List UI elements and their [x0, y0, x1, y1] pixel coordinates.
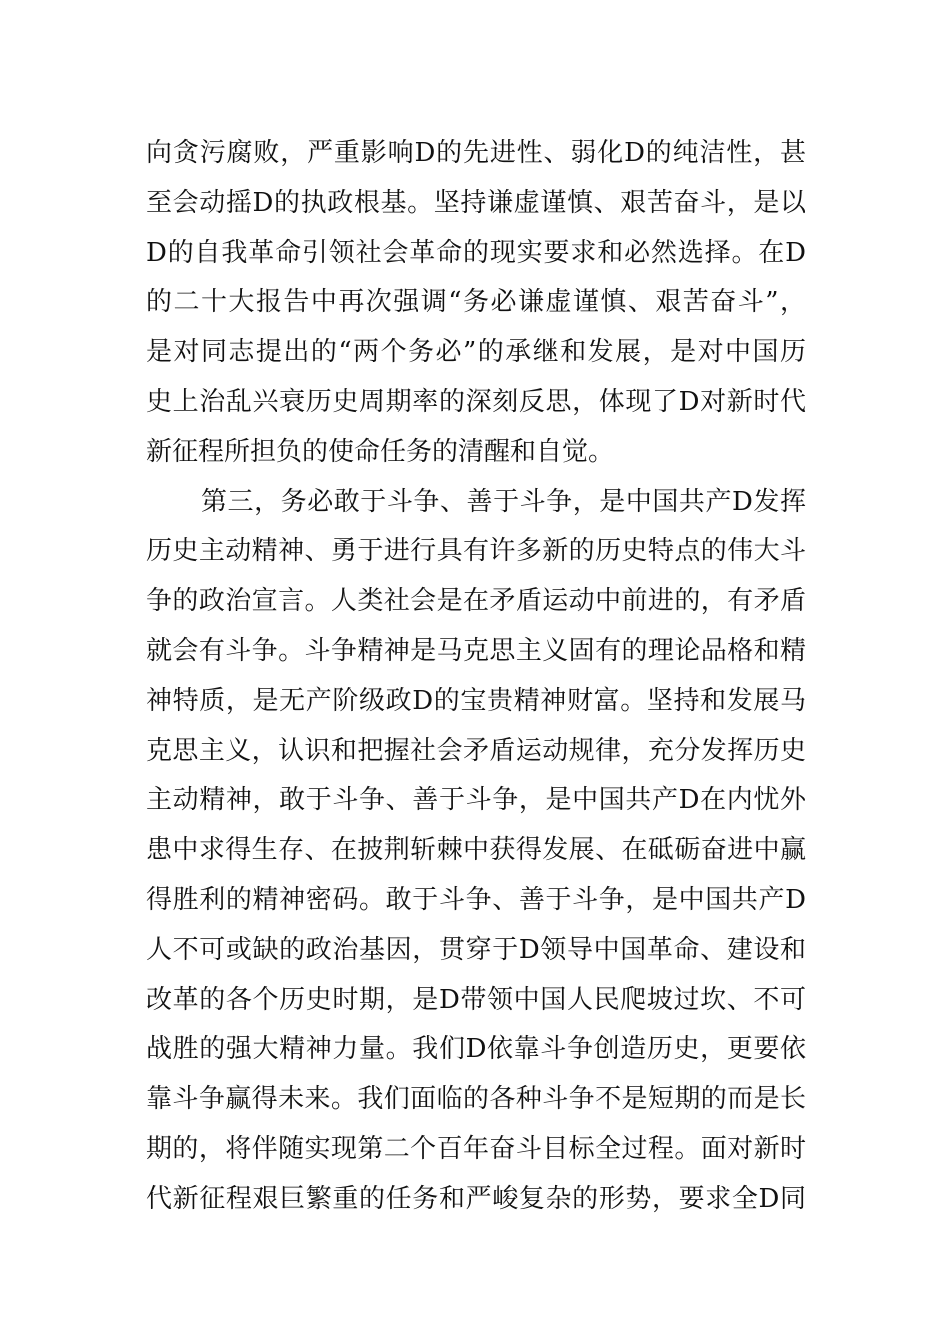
text-line: 向贪污腐败，严重影响D的先进性、弱化D的纯洁性，甚 [146, 138, 806, 168]
text-line: 人不可或缺的政治基因，贯穿于D领导中国革命、建设和 [146, 934, 806, 965]
body-text [146, 129, 806, 1225]
text-line: 克思主义，认识和把握社会矛盾运动规律，充分发挥历史 [146, 735, 806, 766]
text-line: 神特质，是无产阶级政D的宝贵精神财富。坚持和发展马 [146, 685, 806, 716]
text-line: 的二十大报告中再次强调“务必谦虚谨慎、艰苦奋斗”， [146, 287, 806, 318]
text-line: 战胜的强大精神力量。我们D依靠斗争创造历史，更要依 [146, 1034, 806, 1065]
text-line: 靠斗争赢得未来。我们面临的各种斗争不是短期的而是长 [146, 1084, 806, 1115]
text-line: 改革的各个历史时期，是D带领中国人民爬坡过坎、不可 [146, 984, 806, 1015]
text-line: 代新征程艰巨繁重的任务和严峻复杂的形势，要求全D同 [146, 1183, 806, 1214]
text-line: 期的，将伴随实现第二个百年奋斗目标全过程。面对新时 [146, 1133, 806, 1164]
text-line: 主动精神，敢于斗争、善于斗争，是中国共产D在内忧外 [146, 785, 806, 816]
text-line: 得胜利的精神密码。敢于斗争、善于斗争，是中国共产D [146, 884, 806, 915]
text-line: 争的政治宣言。人类社会是在矛盾运动中前进的，有矛盾 [146, 586, 806, 617]
paragraph-start-line: 第三，务必敢于斗争、善于斗争，是中国共产D发挥 [201, 486, 806, 517]
text-line: 新征程所担负的使命任务的清醒和自觉。 [146, 436, 615, 467]
text-line: 患中求得生存、在披荆斩棘中获得发展、在砥砺奋进中赢 [146, 835, 806, 866]
text-line: D的自我革命引领社会革命的现实要求和必然选择。在D [146, 237, 806, 268]
text-line: 至会动摇D的执政根基。坚持谦虚谨慎、艰苦奋斗，是以 [146, 187, 806, 218]
text-line: 就会有斗争。斗争精神是马克思主义固有的理论品格和精 [146, 635, 806, 666]
text-line: 历史主动精神、勇于进行具有许多新的历史特点的伟大斗 [146, 536, 806, 567]
text-line: 是对同志提出的“两个务必”的承继和发展，是对中国历 [146, 337, 806, 368]
text-line: 史上治乱兴衰历史周期率的深刻反思，体现了D对新时代 [146, 386, 806, 417]
